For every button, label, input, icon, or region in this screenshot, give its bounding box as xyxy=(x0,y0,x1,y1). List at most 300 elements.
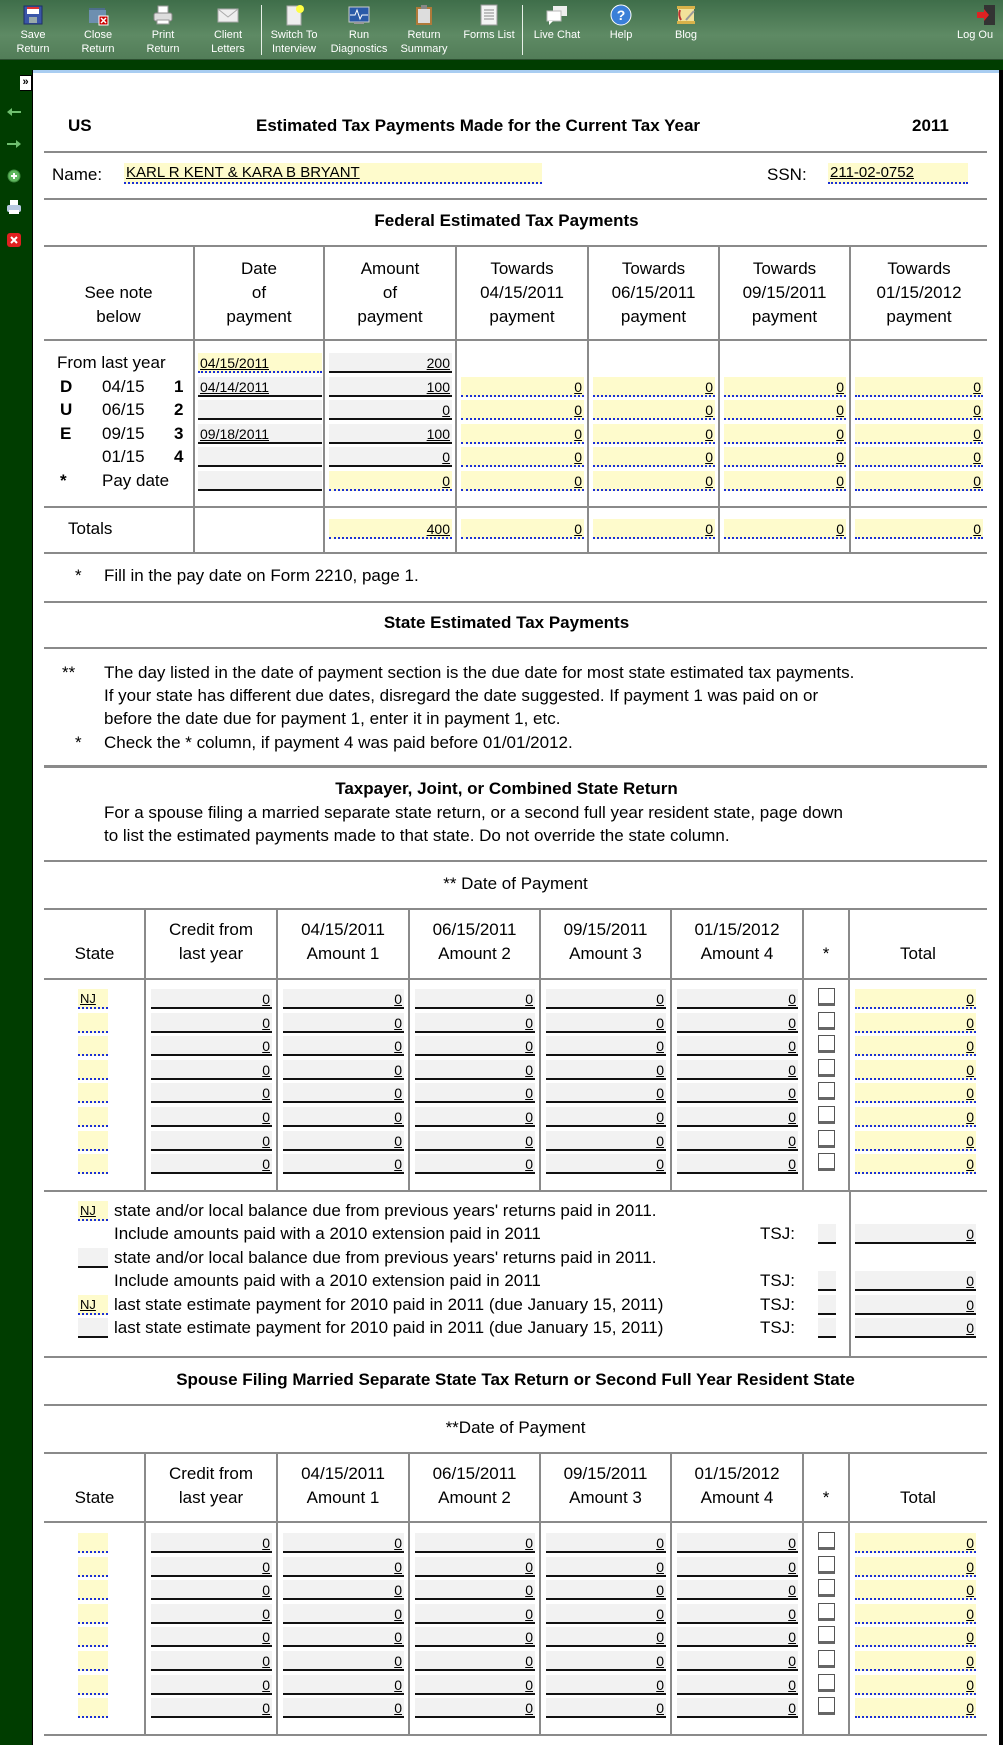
amount-3-field[interactable]: 0 xyxy=(546,1580,666,1600)
divider xyxy=(44,198,987,200)
row-label: 04/15 xyxy=(102,376,145,396)
column-header xyxy=(409,1462,540,1510)
towards-payment-field[interactable]: 0 xyxy=(461,471,584,491)
amount-2-field[interactable]: 0 xyxy=(415,1131,535,1151)
tsj-field[interactable] xyxy=(818,1318,836,1338)
amount-2-field[interactable]: 0 xyxy=(415,1533,535,1553)
balance-description-2: Include amounts paid with a 2010 extension paid in 2011 xyxy=(114,1224,541,1243)
amount-1-field[interactable]: 0 xyxy=(283,1060,404,1080)
amount-1-field[interactable]: 0 xyxy=(283,1651,404,1671)
header-line xyxy=(803,918,849,942)
balance-amount-field[interactable]: 0 xyxy=(855,1271,976,1291)
paid-before-checkbox[interactable] xyxy=(818,988,835,1006)
credit-from-last-year-field[interactable]: 0 xyxy=(151,1083,272,1103)
balance-description: last state estimate payment for 2010 paid in 2011 (due January 15, 2011) xyxy=(114,1295,664,1314)
towards-payment-field[interactable]: 0 xyxy=(461,447,584,467)
amount-1-field[interactable]: 0 xyxy=(283,1698,404,1718)
paid-before-checkbox[interactable] xyxy=(818,1626,835,1644)
state-total-field[interactable]: 0 xyxy=(855,1060,976,1080)
date-of-payment-field[interactable]: 04/14/2011 xyxy=(198,377,322,397)
date-of-payment-field[interactable]: 04/15/2011 xyxy=(198,353,322,373)
paid-before-checkbox[interactable] xyxy=(818,1106,835,1124)
amount-1-field[interactable]: 0 xyxy=(283,1627,404,1647)
towards-payment-field[interactable]: 0 xyxy=(855,400,983,420)
save-return-label-1: Save xyxy=(20,29,46,41)
amount-3-field[interactable]: 0 xyxy=(546,989,666,1009)
header-line xyxy=(44,918,145,942)
column-header xyxy=(540,918,671,966)
towards-payment-field[interactable]: 0 xyxy=(724,424,846,444)
date-of-payment-field[interactable] xyxy=(198,447,322,467)
paid-before-checkbox[interactable] xyxy=(818,1130,835,1148)
amount-2-field[interactable]: 0 xyxy=(415,1107,535,1127)
amount-4-field[interactable]: 0 xyxy=(677,1154,798,1174)
amount-4-field[interactable]: 0 xyxy=(677,1131,798,1151)
divider xyxy=(44,1404,987,1406)
header-line: * xyxy=(822,1488,830,1507)
tsj-field[interactable] xyxy=(818,1224,836,1244)
amount-2-field[interactable]: 0 xyxy=(415,1060,535,1080)
balance-amount-field[interactable]: 0 xyxy=(855,1295,976,1315)
header-line: Amount xyxy=(360,259,420,278)
balance-state-field[interactable] xyxy=(78,1318,108,1338)
balance-state-field[interactable]: NJ xyxy=(78,1201,108,1221)
paid-before-checkbox[interactable] xyxy=(818,1674,835,1692)
state-section-title: State Estimated Tax Payments xyxy=(383,613,630,632)
column-header xyxy=(44,918,145,966)
tsj-field[interactable] xyxy=(818,1271,836,1291)
paid-before-checkbox[interactable] xyxy=(818,1556,835,1574)
state-total-field[interactable]: 0 xyxy=(855,1627,976,1647)
header-line: 01/15/2012 xyxy=(694,920,780,939)
state-total-field[interactable]: 0 xyxy=(855,1651,976,1671)
amount-1-field[interactable]: 0 xyxy=(283,1013,404,1033)
state-note-1 xyxy=(104,661,984,730)
header-line: 09/15/2011 xyxy=(563,1464,648,1483)
note-mark-double: ** xyxy=(62,663,76,682)
page-title: Estimated Tax Payments Made for the Current Tax Year xyxy=(256,116,701,135)
credit-from-last-year-field[interactable]: 0 xyxy=(151,1154,272,1174)
total-towards-field[interactable]: 0 xyxy=(461,519,584,539)
state-total-field[interactable]: 0 xyxy=(855,1131,976,1151)
blog-label: Blog xyxy=(674,29,698,41)
state-code-field[interactable] xyxy=(78,1533,108,1553)
state-total-field[interactable]: 0 xyxy=(855,1154,976,1174)
towards-payment-field[interactable]: 0 xyxy=(724,377,846,397)
col-divider xyxy=(849,1190,851,1358)
row-label: From last year xyxy=(57,353,166,372)
taxpayer-section-title: Taxpayer, Joint, or Combined State Return xyxy=(335,779,678,798)
amount-3-field[interactable]: 0 xyxy=(546,1533,666,1553)
amount-2-field[interactable]: 0 xyxy=(415,989,535,1009)
amount-2-field[interactable]: 0 xyxy=(415,1675,535,1695)
amount-4-field[interactable]: 0 xyxy=(677,1651,798,1671)
amount-2-field[interactable]: 0 xyxy=(415,1013,535,1033)
balance-amount-field[interactable]: 0 xyxy=(855,1224,976,1244)
state-total-field[interactable]: 0 xyxy=(855,1604,976,1624)
column-header xyxy=(409,918,540,966)
state-code-field[interactable] xyxy=(78,1036,108,1056)
svg-text:?: ? xyxy=(616,7,626,23)
state-total-field[interactable]: 0 xyxy=(855,1533,976,1553)
towards-payment-field[interactable]: 0 xyxy=(593,424,715,444)
spouse-table-top xyxy=(44,1452,987,1454)
date-of-payment-field[interactable] xyxy=(198,400,322,420)
amount-4-field[interactable]: 0 xyxy=(677,1083,798,1103)
header-line: Date xyxy=(241,259,277,278)
amount-3-field[interactable]: 0 xyxy=(546,1131,666,1151)
balance-state-field[interactable]: NJ xyxy=(78,1295,108,1315)
column-header xyxy=(849,918,987,966)
balance-state-field[interactable] xyxy=(78,1248,108,1268)
paid-before-checkbox[interactable] xyxy=(818,1532,835,1550)
state-total-field[interactable]: 0 xyxy=(855,1013,976,1033)
header-line xyxy=(803,1462,849,1486)
paid-before-checkbox[interactable] xyxy=(818,1603,835,1621)
chat-bubbles-icon xyxy=(546,4,568,26)
row-letter: * xyxy=(60,471,67,490)
diagnostics-monitor-icon xyxy=(348,4,370,26)
back-arrow-icon[interactable] xyxy=(5,103,23,121)
header-line: Amount 3 xyxy=(569,1488,642,1507)
state-total-field[interactable]: 0 xyxy=(855,1698,976,1718)
towards-payment-field[interactable]: 0 xyxy=(461,424,584,444)
divider xyxy=(44,151,987,153)
state-note-2: Check the * column, if payment 4 was paid before 01/01/2012. xyxy=(104,733,573,752)
amount-3-field[interactable]: 0 xyxy=(546,1060,666,1080)
amount-3-field[interactable]: 0 xyxy=(546,1675,666,1695)
credit-from-last-year-field[interactable]: 0 xyxy=(151,989,272,1009)
paid-before-checkbox[interactable] xyxy=(818,1153,835,1171)
amount-of-payment-field[interactable]: 0 xyxy=(329,400,452,420)
date-of-payment-field[interactable]: 09/18/2011 xyxy=(198,424,322,444)
forward-arrow-icon[interactable] xyxy=(5,135,23,153)
paid-before-checkbox[interactable] xyxy=(818,1579,835,1597)
row-label: 09/15 xyxy=(102,423,145,443)
header-line: 04/15/2011 xyxy=(301,1464,385,1483)
header-line: of xyxy=(251,283,267,302)
scroll-quill-icon xyxy=(675,4,697,26)
paid-before-checkbox[interactable] xyxy=(818,1650,835,1668)
amount-4-field[interactable]: 0 xyxy=(677,989,798,1009)
amount-1-field[interactable]: 0 xyxy=(283,1675,404,1695)
amount-3-field[interactable]: 0 xyxy=(546,1083,666,1103)
amount-3-field[interactable]: 0 xyxy=(546,1557,666,1577)
note-line: If your state has different due dates, disregard the date suggested. If payment 1 was paid on or xyxy=(104,686,819,705)
column-header xyxy=(803,918,849,966)
balance-amount-field[interactable]: 0 xyxy=(855,1318,976,1338)
credit-from-last-year-field[interactable]: 0 xyxy=(151,1580,272,1600)
amount-1-field[interactable]: 0 xyxy=(283,989,404,1009)
credit-from-last-year-field[interactable]: 0 xyxy=(151,1107,272,1127)
taxpayer-desc-1: For a spouse filing a married separate state return, or a second full year resident state, page down xyxy=(104,803,843,822)
towards-payment-field[interactable]: 0 xyxy=(855,377,983,397)
jurisdiction-label: US xyxy=(68,116,92,135)
towards-payment-field[interactable]: 0 xyxy=(724,471,846,491)
amount-3-field[interactable]: 0 xyxy=(546,1107,666,1127)
tsj-field[interactable] xyxy=(818,1295,836,1315)
print-return-label-2: Return xyxy=(146,43,180,55)
credit-from-last-year-field[interactable]: 0 xyxy=(151,1627,272,1647)
amount-4-field[interactable]: 0 xyxy=(677,1627,798,1647)
header-line: of xyxy=(382,283,398,302)
state-code-field[interactable] xyxy=(78,1698,108,1718)
switch-to-interview-label-2: Interview xyxy=(271,43,317,55)
total-towards-field[interactable]: 0 xyxy=(593,519,715,539)
state-code-field[interactable] xyxy=(78,1627,108,1647)
amount-3-field[interactable]: 0 xyxy=(546,1604,666,1624)
folder-close-icon xyxy=(87,4,109,26)
ssn-field[interactable]: 211-02-0752 xyxy=(828,163,968,184)
federal-footnote: Fill in the pay date on Form 2210, page 1. xyxy=(104,566,419,585)
towards-payment-field[interactable]: 0 xyxy=(855,447,983,467)
federal-section-title: Federal Estimated Tax Payments xyxy=(374,211,639,230)
state-code-field[interactable] xyxy=(78,1083,108,1103)
amount-2-field[interactable]: 0 xyxy=(415,1651,535,1671)
federal-table-top xyxy=(44,245,987,247)
towards-payment-field[interactable]: 0 xyxy=(593,400,715,420)
header-line: 01/15/2012 xyxy=(694,1464,780,1483)
state-total-field[interactable]: 0 xyxy=(855,1107,976,1127)
state-code-field[interactable] xyxy=(78,1107,108,1127)
tsj-label: TSJ: xyxy=(760,1295,795,1314)
spouse-section-title: Spouse Filing Married Separate State Tax Return or Second Full Year Resident State xyxy=(176,1370,855,1389)
amount-1-field[interactable]: 0 xyxy=(283,1107,404,1127)
amount-of-payment-field[interactable]: 200 xyxy=(329,353,452,373)
paid-before-checkbox[interactable] xyxy=(818,1697,835,1715)
total-towards-field[interactable]: 0 xyxy=(724,519,846,539)
amount-3-field[interactable]: 0 xyxy=(546,1013,666,1033)
credit-from-last-year-field[interactable]: 0 xyxy=(151,1604,272,1624)
towards-payment-field[interactable]: 0 xyxy=(461,377,584,397)
run-diagnostics-button[interactable] xyxy=(327,4,391,56)
floppy-disk-icon xyxy=(22,4,44,26)
amount-1-field[interactable]: 0 xyxy=(283,1154,404,1174)
amount-4-field[interactable]: 0 xyxy=(677,1107,798,1127)
towards-payment-field[interactable]: 0 xyxy=(724,400,846,420)
fed-header-towards-2 xyxy=(589,257,718,329)
credit-from-last-year-field[interactable]: 0 xyxy=(151,1131,272,1151)
print-return-label-1: Print xyxy=(151,29,175,41)
paid-before-checkbox[interactable] xyxy=(818,1059,835,1077)
state-code-field[interactable] xyxy=(78,1131,108,1151)
credit-from-last-year-field[interactable]: 0 xyxy=(151,1036,272,1056)
tsj-label: TSJ: xyxy=(760,1271,795,1290)
credit-from-last-year-field[interactable]: 0 xyxy=(151,1651,272,1671)
amount-1-field[interactable]: 0 xyxy=(283,1083,404,1103)
state-code-field[interactable] xyxy=(78,1604,108,1624)
paid-before-checkbox[interactable] xyxy=(818,1012,835,1030)
log-out-button[interactable] xyxy=(957,4,1003,42)
date-of-payment-field[interactable] xyxy=(198,471,322,491)
state-total-field[interactable]: 0 xyxy=(855,1675,976,1695)
fed-header-towards-4 xyxy=(851,257,987,329)
header-line: Amount 4 xyxy=(700,944,774,963)
print-return-button[interactable] xyxy=(131,4,195,56)
towards-payment-field[interactable]: 0 xyxy=(593,471,715,491)
towards-payment-field[interactable]: 0 xyxy=(593,447,715,467)
header-line: payment xyxy=(620,307,687,326)
amount-3-field[interactable]: 0 xyxy=(546,1036,666,1056)
amount-1-field[interactable]: 0 xyxy=(283,1533,404,1553)
printer-icon xyxy=(152,4,174,26)
amount-2-field[interactable]: 0 xyxy=(415,1604,535,1624)
close-return-label-1: Close xyxy=(83,29,113,41)
return-summary-label-1: Return xyxy=(407,29,441,41)
amount-3-field[interactable]: 0 xyxy=(546,1651,666,1671)
clipboard-icon xyxy=(413,4,435,26)
amount-2-field[interactable]: 0 xyxy=(415,1154,535,1174)
amount-1-field[interactable]: 0 xyxy=(283,1557,404,1577)
row-letter: E xyxy=(60,423,72,443)
header-line: Credit from xyxy=(168,920,254,939)
row-number: 4 xyxy=(174,447,184,467)
total-towards-field[interactable]: 0 xyxy=(855,519,983,539)
header-line xyxy=(849,918,987,942)
taxpayer-header-bottom xyxy=(44,978,987,980)
state-code-field[interactable] xyxy=(78,1675,108,1695)
amount-4-field[interactable]: 0 xyxy=(677,1013,798,1033)
credit-from-last-year-field[interactable]: 0 xyxy=(151,1698,272,1718)
credit-from-last-year-field[interactable]: 0 xyxy=(151,1557,272,1577)
amount-2-field[interactable]: 0 xyxy=(415,1580,535,1600)
credit-from-last-year-field[interactable]: 0 xyxy=(151,1060,272,1080)
towards-payment-field[interactable]: 0 xyxy=(855,471,983,491)
header-line: last year xyxy=(178,944,244,963)
header-line: Towards xyxy=(752,259,817,278)
amount-2-field[interactable]: 0 xyxy=(415,1557,535,1577)
amount-of-payment-field[interactable]: 0 xyxy=(329,447,452,467)
help-button[interactable] xyxy=(589,4,653,42)
amount-4-field[interactable]: 0 xyxy=(677,1604,798,1624)
state-total-field[interactable]: 0 xyxy=(855,1083,976,1103)
switch-to-interview-label-1: Switch To xyxy=(270,29,318,41)
state-code-field[interactable]: NJ xyxy=(78,989,108,1009)
note-mark-single: * xyxy=(75,733,82,752)
amount-1-field[interactable]: 0 xyxy=(283,1580,404,1600)
state-code-field[interactable] xyxy=(78,1557,108,1577)
amount-4-field[interactable]: 0 xyxy=(677,1580,798,1600)
amount-2-field[interactable]: 0 xyxy=(415,1698,535,1718)
amount-3-field[interactable]: 0 xyxy=(546,1154,666,1174)
amount-3-field[interactable]: 0 xyxy=(546,1698,666,1718)
amount-2-field[interactable]: 0 xyxy=(415,1627,535,1647)
state-code-field[interactable] xyxy=(78,1013,108,1033)
note-line: before the date due for payment 1, enter it in payment 1, etc. xyxy=(104,709,561,728)
state-total-field[interactable]: 0 xyxy=(855,1557,976,1577)
header-line: 04/15/2011 xyxy=(301,920,385,939)
fed-header-date xyxy=(195,257,323,329)
amount-4-field[interactable]: 0 xyxy=(677,1533,798,1553)
towards-payment-field[interactable]: 0 xyxy=(855,424,983,444)
close-return-label-2: Return xyxy=(81,43,115,55)
state-code-field[interactable] xyxy=(78,1651,108,1671)
amount-4-field[interactable]: 0 xyxy=(677,1557,798,1577)
header-line: Total xyxy=(900,1488,936,1507)
paid-before-checkbox[interactable] xyxy=(818,1082,835,1100)
live-chat-button[interactable] xyxy=(525,4,589,42)
amount-4-field[interactable]: 0 xyxy=(677,1675,798,1695)
save-return-button[interactable] xyxy=(1,4,65,56)
delete-form-icon[interactable] xyxy=(5,231,23,249)
credit-from-last-year-field[interactable]: 0 xyxy=(151,1533,272,1553)
left-sidebar xyxy=(0,60,31,1745)
client-letters-button[interactable] xyxy=(196,4,260,56)
divider xyxy=(44,601,987,603)
amount-4-field[interactable]: 0 xyxy=(677,1060,798,1080)
towards-payment-field[interactable]: 0 xyxy=(593,377,715,397)
credit-from-last-year-field[interactable]: 0 xyxy=(151,1675,272,1695)
header-line: payment xyxy=(489,307,555,326)
state-code-field[interactable] xyxy=(78,1580,108,1600)
amount-4-field[interactable]: 0 xyxy=(677,1036,798,1056)
amount-2-field[interactable]: 0 xyxy=(415,1083,535,1103)
header-line: Amount 1 xyxy=(306,1488,380,1507)
amount-1-field[interactable]: 0 xyxy=(283,1604,404,1624)
state-code-field[interactable] xyxy=(78,1060,108,1080)
taxpayer-date-of-payment: ** Date of Payment xyxy=(443,874,588,893)
towards-payment-field[interactable]: 0 xyxy=(461,400,584,420)
paid-before-checkbox[interactable] xyxy=(818,1035,835,1053)
forms-list-button[interactable] xyxy=(457,4,521,42)
amount-2-field[interactable]: 0 xyxy=(415,1036,535,1056)
return-summary-button[interactable] xyxy=(392,4,456,56)
towards-payment-field[interactable]: 0 xyxy=(724,447,846,467)
close-return-button[interactable] xyxy=(66,4,130,56)
header-line: payment xyxy=(357,307,423,326)
amount-of-payment-field[interactable]: 100 xyxy=(329,377,452,397)
name-field[interactable]: KARL R KENT & KARA B BRYANT xyxy=(124,163,542,184)
total-amount-field[interactable]: 400 xyxy=(329,519,452,539)
header-line: State xyxy=(74,944,115,963)
header-line: Towards xyxy=(621,259,686,278)
switch-to-interview-button[interactable] xyxy=(262,4,326,56)
toolbar xyxy=(0,0,1003,60)
blog-button[interactable] xyxy=(654,4,718,42)
amount-4-field[interactable]: 0 xyxy=(677,1698,798,1718)
header-line xyxy=(849,1462,987,1486)
row-number: 3 xyxy=(174,423,184,443)
amount-1-field[interactable]: 0 xyxy=(283,1131,404,1151)
state-total-field[interactable]: 0 xyxy=(855,1580,976,1600)
fed-header-note xyxy=(44,257,193,329)
amount-1-field[interactable]: 0 xyxy=(283,1036,404,1056)
state-total-field[interactable]: 0 xyxy=(855,989,976,1009)
row-number: 2 xyxy=(174,400,184,420)
live-chat-label: Live Chat xyxy=(533,29,581,41)
amount-of-payment-field[interactable]: 100 xyxy=(329,424,452,444)
return-summary-label-2: Summary xyxy=(400,43,448,55)
amount-of-payment-field[interactable]: 0 xyxy=(329,471,452,491)
tsj-label: TSJ: xyxy=(760,1318,795,1337)
balance-description-2: Include amounts paid with a 2010 extension paid in 2011 xyxy=(114,1271,541,1290)
panel-right-border xyxy=(999,70,1003,1745)
state-total-field[interactable]: 0 xyxy=(855,1036,976,1056)
print-form-icon[interactable] xyxy=(5,198,23,216)
taxpayer-table-top xyxy=(44,908,987,910)
credit-from-last-year-field[interactable]: 0 xyxy=(151,1013,272,1033)
divider xyxy=(44,860,987,862)
row-label: Pay date xyxy=(102,471,170,490)
client-letters-label-2: Letters xyxy=(211,43,245,55)
amount-3-field[interactable]: 0 xyxy=(546,1627,666,1647)
divider xyxy=(44,765,987,768)
state-code-field[interactable] xyxy=(78,1154,108,1174)
expand-panel-button[interactable]: » xyxy=(20,75,32,91)
header-line: 06/15/2011 xyxy=(432,920,517,939)
column-header xyxy=(145,918,277,966)
add-form-icon[interactable] xyxy=(5,167,23,185)
